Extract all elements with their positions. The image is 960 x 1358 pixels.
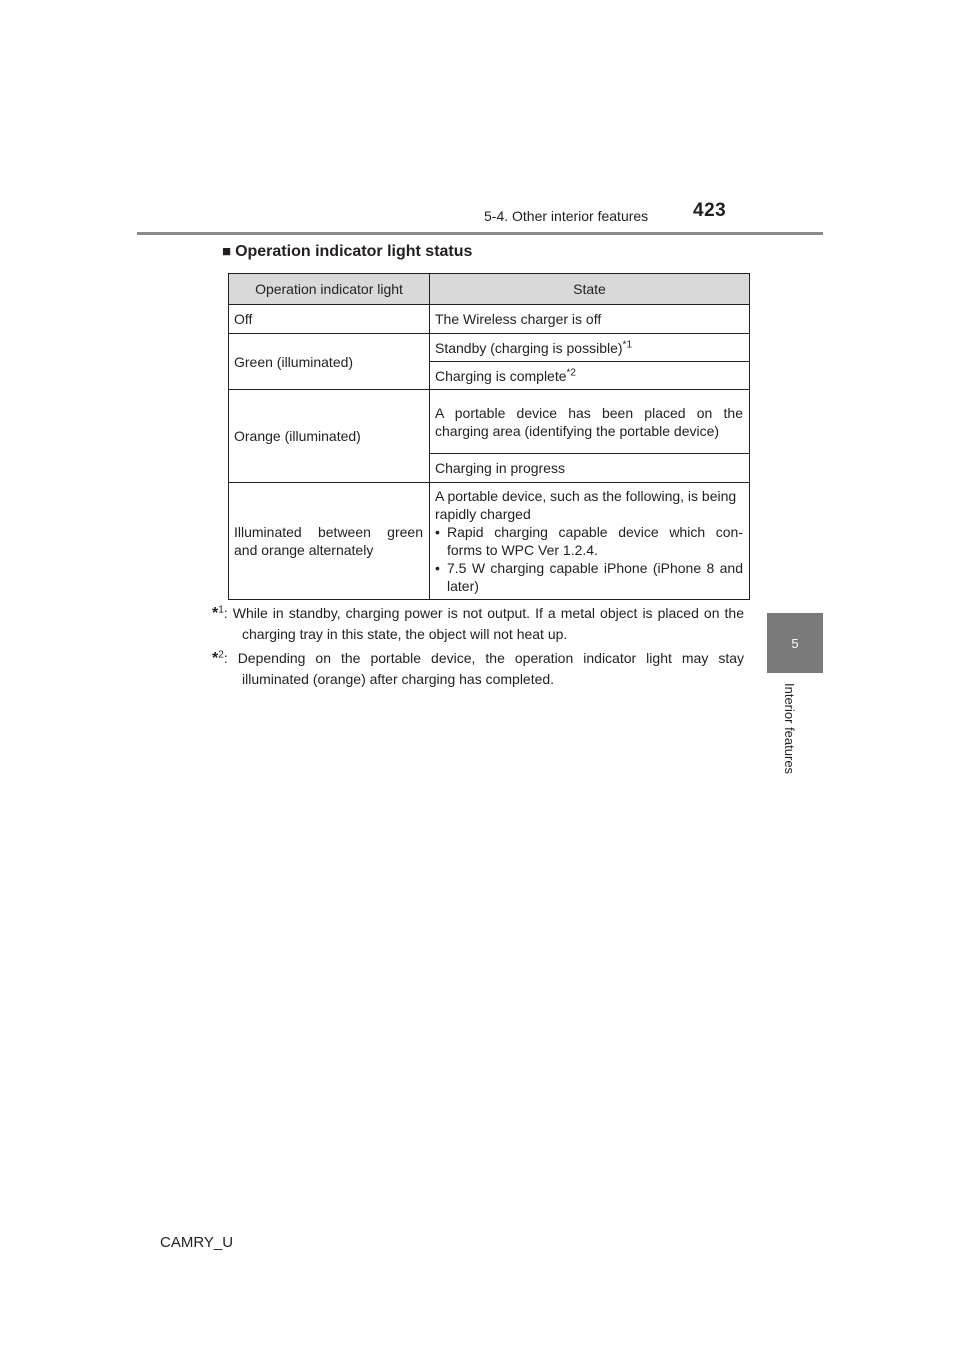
state-text: A portable device, such as the following, is being rapidly charged [435, 488, 737, 522]
footnote-text: : While in standby, charging power is not output. If a metal object is placed on the charging tray in this state, the object will not heat up. [223, 605, 744, 642]
footnote-2 [212, 648, 744, 689]
square-bullet-icon: ■ [222, 243, 232, 260]
footnote-ref: *2 [566, 366, 576, 378]
header-cell-light: Operation indicator light [229, 274, 430, 305]
chapter-number: 5 [791, 635, 799, 651]
state-cell [430, 334, 750, 362]
asterisk-icon: * [212, 605, 219, 622]
header-rule [137, 232, 823, 235]
light-cell: Orange (illuminated) [229, 390, 430, 483]
chapter-label: Interior features [782, 683, 797, 775]
footnote-text: : Depending on the portable device, the operation indicator light may stay illuminated (orange) after charging has completed. [223, 650, 744, 687]
light-cell: Off [229, 305, 430, 334]
light-cell: Green (illuminated) [229, 334, 430, 390]
document-code: CAMRY_U [160, 1234, 234, 1251]
table-row [229, 305, 750, 334]
table-header-row [229, 274, 750, 305]
table-row [229, 390, 750, 454]
table-row [229, 483, 750, 600]
header-cell-state: State [430, 274, 750, 305]
footnote-ref: *1 [622, 338, 632, 350]
state-cell: Charging in progress [430, 454, 750, 483]
state-cell [430, 362, 750, 390]
state-cell: The Wireless charger is off [430, 305, 750, 334]
section-heading-text: Operation indicator light status [235, 243, 473, 260]
state-text: Charging is complete [435, 367, 567, 384]
state-cell: A portable device has been placed on the charging area (identifying the portable device) [430, 390, 750, 454]
footnote-number: 1 [218, 604, 224, 616]
table-row [229, 334, 750, 362]
bullet-list [435, 523, 743, 595]
page-number: 423 [693, 200, 727, 221]
list-item: • Rapid charging capable device which con-forms to WPC Ver 1.2.4. [435, 523, 743, 559]
chapter-tab [767, 613, 823, 673]
light-cell: Illuminated between green and orange alternately [229, 483, 430, 600]
state-text: Standby (charging is possible) [435, 339, 623, 356]
section-title: 5-4. Other interior features [484, 208, 649, 224]
footnote-number: 2 [218, 649, 224, 661]
state-cell [430, 483, 750, 600]
section-heading [222, 243, 472, 261]
asterisk-icon: * [212, 650, 219, 667]
footnote-1 [212, 603, 744, 644]
indicator-status-table [228, 273, 750, 600]
list-item: • 7.5 W charging capable iPhone (iPhone 8 and later) [435, 559, 743, 595]
